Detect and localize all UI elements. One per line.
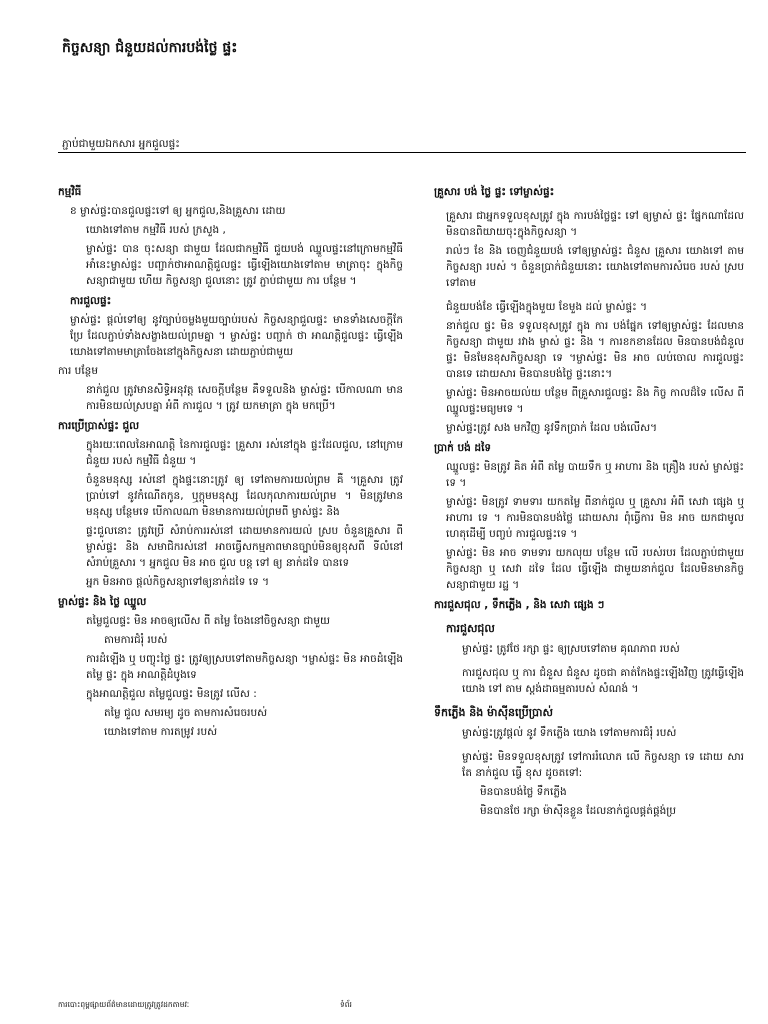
paragraph: យោងទៅតាម កម្មវិធី របស់ ក្រសួង , [86,224,226,236]
paragraph: ផ្ទះជួលនោះ ត្រូវប្រើ សំរាប់ការរស់នៅ ដោយមានការយល់ ស្រប ចំនួនគ្រួសារ ពី ម្ចាស់ផ្ទះ និង សមាជិករស់នៅ អាចធ្វើសកម្មភាពមានច្បាប់មិនឲ្យខុសពី ទីលំនៅ សំរាប់គ្រួសារ ។ អ្នកជួល មិន អាច ជួល បន្ត ទៅ ឲ្យ នាក់ដទៃ បានទេ [86,525,403,569]
paragraph: ម្ចាស់ផ្ទះ មិនទទួលខុសត្រូវ ទៅការរំលោភ លើ កិច្ចសន្យា ទេ ដោយ សារ តែ នាក់ជួល ធ្វើ ខុស ដូចតទៅ: [462,751,744,779]
paragraph: ការជួសជុល ឬ ការ ជំនួស ជំនួស ដូចជា គាត់កែងផ្ទះឡើងវិញ ត្រូវធ្វើឡើង យោង ទៅ តាម ស្តង់ដាធម្មតារបស់ សំណង់ ។ [462,667,744,695]
paragraph: នាក់ជួល ត្រូវមានសិទ្ធិអនុវត្ត សេចក្តីបន្ថែម គឺទទួលនិង ម្ចាស់ផ្ទះ បើកាលណា មានការមិនយល់ស្របគ្នា អំពី ការជួល ។ ត្រូវ យកមាត្រា ក្នុង មកប្រើ។ [86,384,403,412]
left-column [58,180,403,743]
paragraph: ជំនួយបង់ខែ ធ្វើឡើងក្នុងមួយ ខែមួង ដល់ ម្ចាស់ផ្ទះ ។ [446,301,648,313]
paragraph: មិនបានបង់ថ្លៃ ទឹកភ្លើង [480,786,567,798]
paragraph: ការ បន្ថែម [58,365,98,377]
paragraph: ម្ចាស់ផ្ទះ មិន អាច ទាមទារ យកលុយ បន្ថែម លើ របស់របរ ដែលភ្ជាប់ជាមួយ កិច្ចសន្យា ឬ សេវា ដទៃ ដែល ធ្វើឡើង ជាមួយនាក់ជួល ដែលមិនមានកិច្ចសន្យាជាមួយ រដ្ឋ ។ [446,547,744,591]
paragraph: ចំនួនមនុស្ស រស់នៅ ក្នុងផ្ទះនោះត្រូវ ឲ្យ ទៅតាមការយល់ព្រម គឺ ។គ្រួសារ ត្រូវ ប្រាប់ទៅ នូវកំណើតកូន, ឬក្តុមមនុស្ស ដែលកុលាការយល់ព្រម ។ មិនត្រូវមានមនុស្ស បន្ថែមទេ បើកាលណា មិនមានការយល់ព្រមពី ម្ចាស់ផ្ទះ និង [86,474,403,518]
section-heading-maintenance: ការជួសជុល , ទឹកភ្លើង , និង សេវា ផ្សេង ៗ [434,599,605,611]
section-heading-use-of-unit: ការប្រើប្រាស់ផ្ទះ ជួល [58,420,140,432]
paragraph: រាល់ៗ ខែ និង ចេញជំនួយបង់ ទៅឲ្យម្ចាស់ផ្ទះ ជំនួស គ្រួសារ យោងទៅ តាម កិច្ចសន្យា របស់ ។ ចំនួនប្រាក់ជំនួយនោះ យោងទៅតាមការសំរេច របស់ ស្របទៅតាម [446,245,744,289]
paragraph: តម្លៃ ជួល សមរម្យ ដូច តាមការសំរេចរបស់ [104,707,268,719]
paragraph: ម្ចាស់ផ្ទះត្រូវ សង មកវិញ នូវទឹកប្រាក់ ដែល បង់លើស។ [446,422,658,434]
paragraph: ម្ចាស់ផ្ទះ ត្រូវថែ រក្សា ផ្ទះ ឲ្យស្របទៅតាម គុណភាព របស់ [462,643,680,655]
paragraph: យោងទៅតាម ការតម្រូវ របស់ [104,726,218,738]
paragraph: ឈ្នួលផ្ទះ មិនត្រូវ គិត អំពី តម្លៃ បាយទឹក ឬ អាហារ និង គ្រឿង របស់ ម្ចាស់ផ្ទះទេ ។ [446,461,744,489]
paragraph: គ្រួសារ ជាអ្នកទទួលខុសត្រូវ ក្នុង ការបង់ថ្លៃផ្ទះ ទៅ ឲ្យម្ចាស់ ផ្ទះ ផ្នែកណាដែល មិនបានពិយាយចុះក្នុងកិច្ចសន្យា ។ [446,210,744,238]
footer-note: ការបោះពុម្ពផ្សាយព័ត៌មានដោយត្រូវត្រូវដកតាមវៈ [58,1000,190,1009]
header-divider [58,152,746,153]
paragraph: មិនបានថែ រក្សា ម៉ាស៊ីនខ្លួន ដែលនាក់ជួលផ្គត់ផ្គង់ប្រ [480,805,677,817]
paragraph: តម្លៃជួលផ្ទះ មិន អាចឲ្យលើស ពី តម្លៃ ចែងនៅចិច្ចសន្យា ជាមួយ [86,615,331,627]
section-heading-lease: ការជួលផ្ទះ [70,295,112,307]
right-column [434,180,744,822]
paragraph: ក្នុងអាណត្តិជួល តម្លៃជួលផ្ទះ មិនត្រូវ លើស : [86,688,257,700]
paragraph: តាមការជំរុំ របស់ [104,634,168,646]
paragraph: នាក់ជួល ផ្ទះ មិន ទទួលខុសត្រូវ ក្នុង ការ បង់ផ្នែក ទៅឲ្យម្ចាស់ផ្ទះ ដែលមានកិច្ចសន្យា ជាមួយ រវាង ម្ចាស់ ផ្ទះ និង ។ ការខកខានដែល មិនបានបង់ជំនួលផ្ទះ មិនមែនខុសកិច្ចសន្យា ទេ ។ម្ចាស់ផ្ទះ មិន អាច លប់ចោល ការជួលផ្ទះបានទេ ដោយសារ មិនបានបង់ថ្លៃ ផ្ទះនោះ។ [446,320,744,380]
paragraph: ការដំឡើង ឬ បញ្ចុះថ្លៃ ផ្ទះ ត្រូវឲ្យស្របទៅតាមកិច្ចសន្យា ។ម្ចាស់ផ្ទះ មិន អាចដំឡើង តម្លៃ ផ្ទះ ក្នុង អាណត្តិដំបូងទេ [86,653,403,681]
subheading-utilities: ទឹកភ្លើង និង ម៉ាស៊ីនប្រើប្រាស់ [434,706,553,719]
paragraph: ម្ចាស់ផ្ទះត្រូវផ្តល់ នូវ ទឹកភ្លើង យោង ទៅតាមការជំរុំ របស់ [462,727,677,739]
section-heading-program: កម្មវិធី [58,186,82,198]
page-number-label: ទំព័រ [340,1000,352,1009]
page-title: កិច្ចសន្យា ជំនួយដល់ការបង់ថ្លៃ ផ្ទះ [62,40,238,56]
paragraph: ក្នុងរយៈពេលនៃអាណត្តិ នៃការជួលផ្ទះ គ្រួសារ រស់នៅក្នុង ផ្ទះដែលជួល, នៅក្រោម ជំនួយ របស់ កម្មវិធី ជំនួយ ។ [86,439,403,467]
section-heading-owner-rent: ម្ចាស់ផ្ទះ និង ថ្លៃ ឈ្នួល [58,596,147,608]
paragraph: ម្ចាស់ផ្ទះ មិនអាចយល់យ បន្ថែម ពីគ្រួសារជួលផ្ទះ និង កិច្ច កាលដ៏ទៃ លើស ពីឈ្នួលផ្ទះមធ្យមទេ ។ [446,387,744,415]
paragraph: ម្ចាស់ផ្ទះ ផ្តល់ទៅឲ្យ នូវច្បាប់ចម្លងមួយច្បាប់របស់ កិច្ចសន្យាជួលផ្ទះ មានទាំងសេចក្តីកែប្រែ ដែលភ្ជាប់ទាំងសង្ខាងយល់ព្រមគ្នា ។ ម្ចាស់ផ្ទះ បញ្ជាក់ ថា អាណត្តិជួលផ្ទះ ធ្វើឡើង យោងទៅតាមមាត្រាចែងនៅក្នុងកិច្ចសនា ដោយភ្ជាប់ជាមួយ [70,314,403,358]
paragraph: ខ ម្ចាស់ផ្ទះបានជួលផ្ទះទៅ ឲ្យ អ្នកជួល,និងគ្រួសារ ដោយ [70,205,286,217]
section-heading-other-charges: ប្រាក់ បង់ ដទៃ [434,442,492,454]
paragraph: ម្ចាស់ផ្ទះ បាន ចុះសន្យា ជាមួយ ដែលជាកម្មវិធី ជួយបង់ ឈ្នួលផ្ទះនៅក្រោមកម្មវិធី អាំនេះម្ចាស់ផ្ទះ បញ្ជាក់ថាអាណត្តិជួលផ្ទះ ធ្វើឡើងយោងទៅតាម មាត្រាចុះ ក្នុងកិច្ចសន្យាជាមួយ ហើយ កិច្ចសន្យា ជួលនោះ ត្រូវ ភ្ជាប់ជាមួយ ការ បន្ថែម ។ [86,243,403,287]
paragraph: អ្នក មិនអាច ផ្តល់កិច្ចសន្យាទៅឲ្យនាក់ដទៃ ទេ ។ [86,576,270,588]
section-heading-family-pays-owner: គ្រួសារ បង់ ថ្លៃ ផ្ទះ ទៅម្ចាស់ផ្ទះ [434,186,555,198]
subheading-repairs: ការជួសជុល [446,622,495,635]
page-subtitle: ភ្ជាប់ជាមួយឯកសារ អ្នកជួលផ្ទះ [62,138,180,150]
paragraph: ម្ចាស់ផ្ទះ មិនត្រូវ ទាមទារ យកតម្លៃ ពីនាក់ជួល ឬ គ្រួសារ អំពី សេវា ផ្សេង ឬ អាហារ ទេ ។ ការមិនបានបង់ថ្លៃ ដោយសារ ពុំធ្វើការ មិន អាច យកជាមូលហេតុដើម្បី បញ្ចប់ ការជួលផ្ទះទេ ។ [446,496,744,540]
